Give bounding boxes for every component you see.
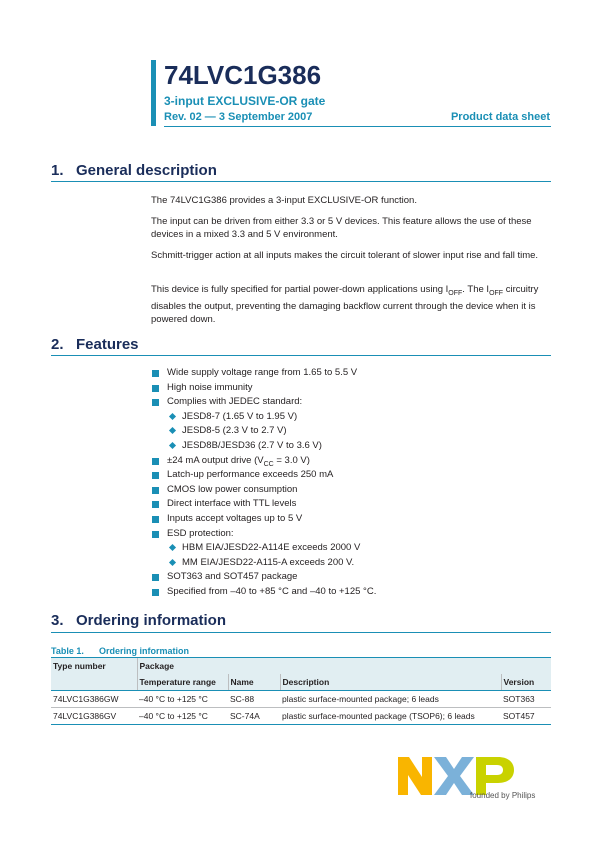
table-header-row	[51, 674, 551, 691]
header-version: Version	[501, 674, 551, 691]
bullet-diamond-icon	[169, 427, 176, 434]
header-rule	[164, 126, 551, 127]
bullet-diamond-icon	[169, 442, 176, 449]
section-heading-general	[51, 162, 217, 179]
bullet-square-icon	[152, 370, 159, 377]
list-subitem: MM EIA/JESD22-A115-A exceeds 200 V.	[151, 556, 551, 571]
table-row	[51, 691, 551, 708]
logo-tagline: founded by Philips	[470, 791, 536, 800]
table-cell: SC-74A	[228, 708, 280, 725]
header-name: Name	[228, 674, 280, 691]
list-item: High noise immunity	[151, 381, 551, 396]
section-title: Ordering information	[76, 612, 226, 629]
list-item: Complies with JEDEC standard:	[151, 395, 551, 410]
bullet-square-icon	[152, 574, 159, 581]
list-item: ±24 mA output drive ($V_{CC} = 3.0$ V)	[151, 454, 551, 469]
list-item: CMOS low power consumption	[151, 483, 551, 498]
bullet-diamond-icon	[169, 544, 176, 551]
paragraph: The 74LVC1G386 provides a 3-input EXCLUSIVE-OR function.	[151, 195, 417, 206]
table-cell: plastic surface-mounted package (TSOP6); 6 leads	[280, 708, 501, 725]
revision-date: Rev. 02 — 3 September 2007	[164, 111, 313, 123]
list-item: Direct interface with TTL levels	[151, 497, 551, 512]
bullet-square-icon	[152, 472, 159, 479]
list-item: SOT363 and SOT457 package	[151, 570, 551, 585]
table-cell: 74LVC1G386GW	[51, 691, 137, 708]
table-caption: Table 1. Ordering information	[51, 646, 189, 656]
header-description: Description	[280, 674, 501, 691]
bullet-square-icon	[152, 399, 159, 406]
bullet-square-icon	[152, 458, 159, 465]
document-type: Product data sheet	[450, 111, 550, 123]
list-item: Latch-up performance exceeds 250 mA	[151, 468, 551, 483]
section-number: 3.	[51, 612, 64, 629]
list-subitem: JESD8B/JESD36 (2.7 V to 3.6 V)	[151, 439, 551, 454]
logo-letter-x	[434, 757, 474, 795]
bullet-square-icon	[152, 501, 159, 508]
table-cell: –40 °C to +125 °C	[137, 708, 228, 725]
list-subitem: HBM EIA/JESD22-A114E exceeds 2000 V	[151, 541, 551, 556]
logo-letter-n	[398, 757, 432, 795]
section-heading-features	[51, 336, 139, 353]
document-title: 74LVC1G386	[164, 60, 322, 90]
list-subitem: JESD8-5 (2.3 V to 2.7 V)	[151, 424, 551, 439]
table-row	[51, 708, 551, 725]
section-title: Features	[76, 336, 139, 353]
table-cell: SC-88	[228, 691, 280, 708]
list-item: ESD protection:	[151, 527, 551, 542]
section-rule	[51, 632, 551, 633]
bullet-square-icon	[152, 531, 159, 538]
paragraph: Schmitt-trigger action at all inputs makes the circuit tolerant of slower input rise and fall time.	[151, 250, 539, 261]
table-cell: SOT363	[501, 691, 551, 708]
table-header-row	[51, 658, 551, 675]
paragraph: The input can be driven from either 3.3 or 5 V devices. This feature allows the use of these devices in a mixed 3.3 and 5 V environment.	[151, 216, 532, 240]
bullet-diamond-icon	[169, 413, 176, 420]
section-rule	[51, 181, 551, 182]
section-heading-ordering	[51, 612, 226, 629]
section-rule	[51, 355, 551, 356]
accent-bar	[151, 60, 156, 126]
table-cell: 74LVC1G386GV	[51, 708, 137, 725]
list-item: Inputs accept voltages up to 5 V	[151, 512, 551, 527]
section-number: 1.	[51, 162, 64, 179]
bullet-square-icon	[152, 487, 159, 494]
header-package: Package	[137, 658, 551, 675]
bullet-diamond-icon	[169, 559, 176, 566]
table-cell: SOT457	[501, 708, 551, 725]
document-subtitle: 3-input EXCLUSIVE-OR gate	[164, 94, 326, 108]
section-number: 2.	[51, 336, 64, 353]
paragraph: This device is fully specified for partial power-down applications using $I_{OFF}$. The $I_{OFF}$ circuitry disables the output, preventing the damaging backflow current through the device when it is powered down.	[151, 284, 539, 325]
ordering-table	[51, 657, 551, 725]
list-subitem: JESD8-7 (1.65 V to 1.95 V)	[151, 410, 551, 425]
table-cell: –40 °C to +125 °C	[137, 691, 228, 708]
list-item: Wide supply voltage range from 1.65 to 5.5 V	[151, 366, 551, 381]
bullet-square-icon	[152, 589, 159, 596]
header-temperature: Temperature range	[137, 674, 228, 691]
feature-list	[151, 366, 551, 600]
bullet-square-icon	[152, 516, 159, 523]
list-item: Specified from –40 to +85 °C and –40 to +125 °C.	[151, 585, 551, 600]
section-title: General description	[76, 162, 217, 179]
table-cell: plastic surface-mounted package; 6 leads	[280, 691, 501, 708]
bullet-square-icon	[152, 385, 159, 392]
logo-letter-p	[476, 757, 514, 795]
header-type-number: Type number	[51, 658, 137, 675]
